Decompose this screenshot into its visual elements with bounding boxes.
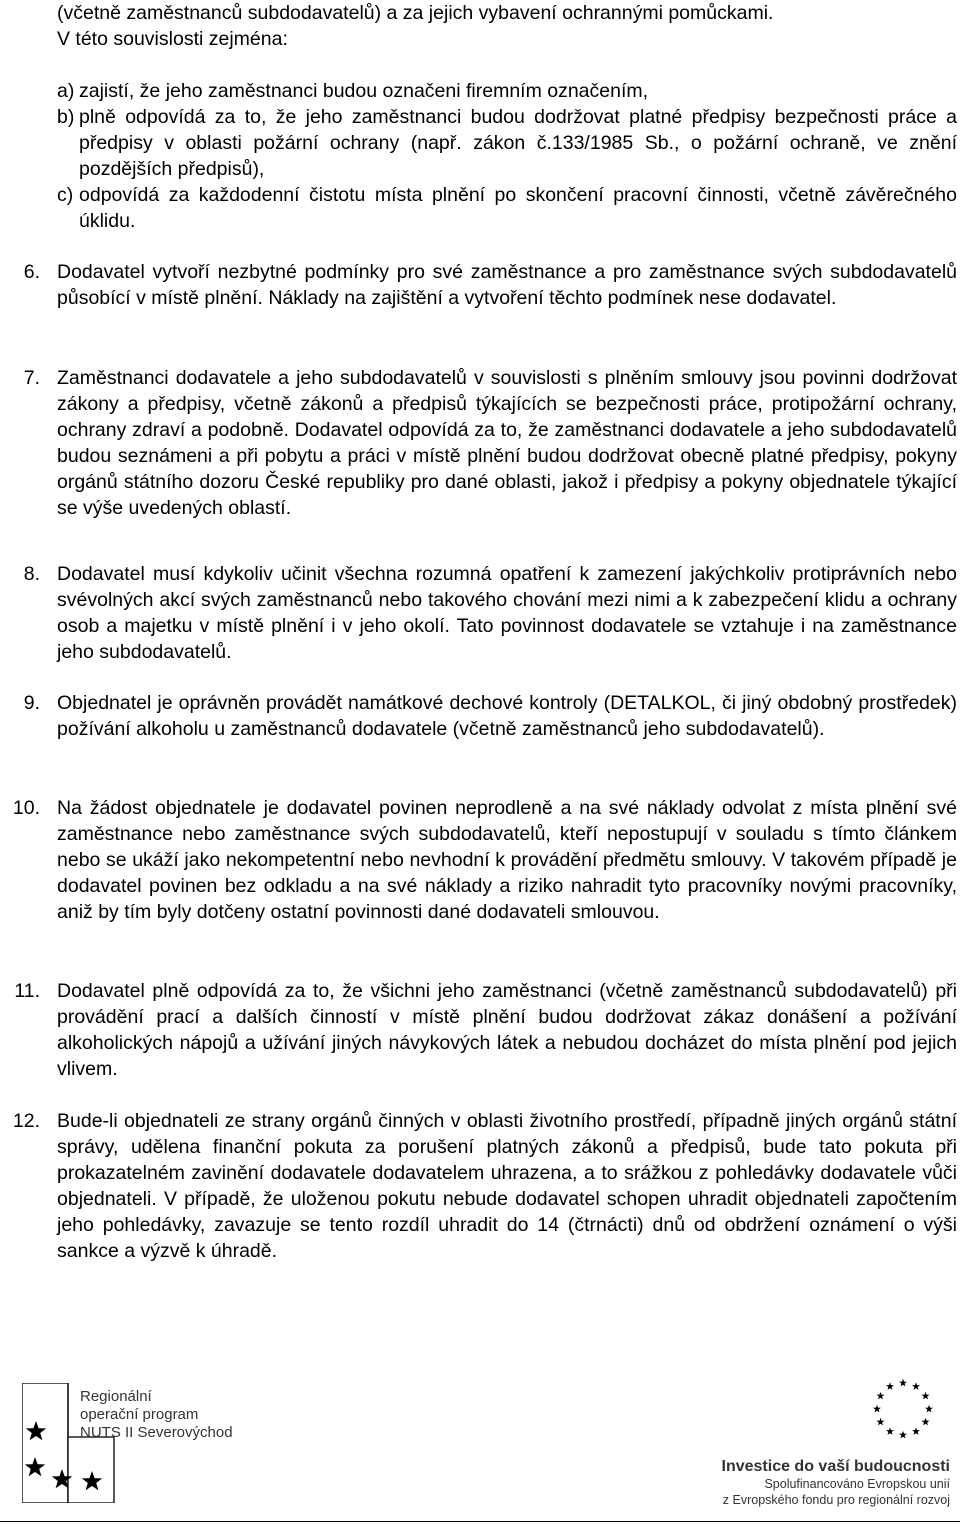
paragraph-number: 9. <box>23 692 40 714</box>
rop-logo-text <box>80 1388 233 1442</box>
list-item-text: plně odpovídá za to, že jeho zaměstnanci budou dodržovat platné předpisy bezpečnosti práce a předpisy v oblasti požární ochrany (např. zákon č.133/1985 Sb., o požární ochraně, ve znění pozdějších předpisů), <box>79 106 957 180</box>
eu-star <box>912 1427 920 1435</box>
eu-star <box>922 1392 930 1400</box>
eu-logo <box>690 1375 955 1505</box>
eu-star <box>912 1382 920 1390</box>
paragraph-text: Dodavatel plně odpovídá za to, že všichni jeho zaměstnanci (včetně zaměstnanců subdodavatelů) při provádění prací a dalších činností v místě plnění budou dodržovat zákaz donášení a požívání alkoholických nápojů a užívání jiných návykových látek a nebudou docházet do místa plnění pod jejich vlivem. <box>57 980 957 1080</box>
intro-line-2: V této souvislosti zejména: <box>57 28 288 50</box>
numbered-paragraph <box>0 561 957 665</box>
paragraph-text: Zaměstnanci dodavatele a jeho subdodavatelů v souvislosti s plněním smlouvy jsou povinni dodržovat zákony a předpisy, včetně zákonů a předpisů týkajících se bezpečnosti práce, protipožární ochrany, ochrany zdraví a podobně. Dodavatel odpovídá za to, že zaměstnanci dodavatele a jeho subdodavatelů budou seznámeni a při pobytu a práci v místě plnění budou dodržovat obecně platné předpisy, pokyny orgánů státního dozoru České republiky pro dané oblasti, jakož i předpisy a pokyny objednatele týkající se výše uvedených oblastí. <box>57 367 957 519</box>
numbered-paragraph <box>0 795 957 925</box>
eu-star <box>899 1379 907 1387</box>
paragraph-number: 8. <box>23 563 40 585</box>
numbered-paragraph <box>0 690 957 742</box>
eu-logo-line-2: Spolufinancováno Evropskou unií <box>764 1477 950 1491</box>
paragraph-number: 7. <box>23 367 40 389</box>
intro-line-1: (včetně zaměstnanců subdodavatelů) a za jejich vybavení ochrannými pomůckami. <box>57 2 774 24</box>
list-item-label: a) <box>57 80 75 102</box>
paragraph-number: 11. <box>14 980 40 1002</box>
footer-rule <box>0 1521 960 1522</box>
numbered-paragraph <box>0 1108 957 1264</box>
paragraph-number: 6. <box>23 261 40 283</box>
eu-star <box>873 1405 881 1413</box>
list-item-text: zajistí, že jeho zaměstnanci budou označeni firemním označením, <box>79 80 649 102</box>
list-item <box>57 104 957 182</box>
paragraph-text: Dodavatel musí kdykoliv učinit všechna rozumná opatření k zamezení jakýchkoliv protiprávních nebo svévolných akcí svých zaměstnanců nebo takového chování mezi nimi a k zabezpečení klidu a ochrany osob a majetku v místě plnění i v jeho okolí. Tato povinnost dodavatele se vztahuje i na zaměstnance jeho subdodavatelů. <box>57 563 957 663</box>
numbered-paragraph <box>0 978 957 1082</box>
list-item-text: odpovídá za každodenní čistotu místa plnění po skončení pracovní činnosti, včetně závěrečného úklidu. <box>79 184 957 232</box>
numbered-paragraph <box>0 365 957 521</box>
eu-star <box>876 1392 884 1400</box>
list-item-label: c) <box>57 184 74 206</box>
eu-logo-text <box>690 1457 950 1508</box>
paragraph-text: Na žádost objednatele je dodavatel povinen neprodleně a na své náklady odvolat z místa plnění své zaměstnance nebo zaměstnance svých subdodavatelů, kteří nepostupují v souladu s tímto článkem nebo se ukáží jako nekompetentní nebo nevhodní k provádění předmětu smlouvy. V takovém případě je dodavatel povinen bez odkladu a na své náklady a riziko nahradit tyto pracovníky novými pracovníky, aniž by tím byly dotčeny ostatní povinnosti dané dodavateli smlouvou. <box>57 797 957 923</box>
list-item <box>57 78 957 104</box>
rop-logo <box>22 1383 252 1503</box>
eu-stars-icon <box>690 1375 955 1445</box>
rop-logo-line-2: operační program <box>80 1406 199 1423</box>
eu-star <box>899 1431 907 1439</box>
eu-star <box>886 1427 894 1435</box>
eu-logo-line-1: Investice do vaší budoucnosti <box>721 1458 950 1475</box>
eu-star <box>925 1405 933 1413</box>
paragraph-number: 10. <box>12 797 40 819</box>
paragraph-number: 12. <box>12 1110 40 1132</box>
eu-star <box>886 1382 894 1390</box>
paragraph-text: Dodavatel vytvoří nezbytné podmínky pro své zaměstnance a pro zaměstnance svých subdodavatelů působící v místě plnění. Náklady na zajištění a vytvoření těchto podmínek nese dodavatel. <box>57 261 957 309</box>
eu-star <box>922 1418 930 1426</box>
rop-logo-line-1: Regionální <box>80 1388 152 1405</box>
list-item <box>57 182 957 234</box>
list-item-label: b) <box>57 106 75 128</box>
paragraph-text: Bude-li objednateli ze strany orgánů činných v oblasti životního prostředí, případně jiných orgánů státní správy, udělena finanční pokuta za porušení platných zákonů a předpisů, bude tato pokuta při prokazatelném zavinění dodavatele dodavatelem uhrazena, a to srážkou z pohledávky dodavatele vůči objednateli. V případě, že uloženou pokutu nebude dodavatel schopen uhradit objednateli započtením jeho pohledávky, zavazuje se tento rozdíl uhradit do 14 (čtrnácti) dnů od obdržení oznámení o výši sankce a výzvě k úhradě. <box>57 1110 957 1262</box>
numbered-paragraph <box>0 259 957 311</box>
rop-logo-line-3: NUTS II Severovýchod <box>80 1424 233 1441</box>
eu-logo-line-3: z Evropského fondu pro regionální rozvoj <box>722 1493 950 1507</box>
paragraph-text: Objednatel je oprávněn provádět namátkové dechové kontroly (DETALKOL, či jiný obdobný prostředek) požívání alkoholu u zaměstnanců dodavatele (včetně zaměstnanců jeho subdodavatelů). <box>57 692 957 740</box>
eu-star <box>876 1418 884 1426</box>
